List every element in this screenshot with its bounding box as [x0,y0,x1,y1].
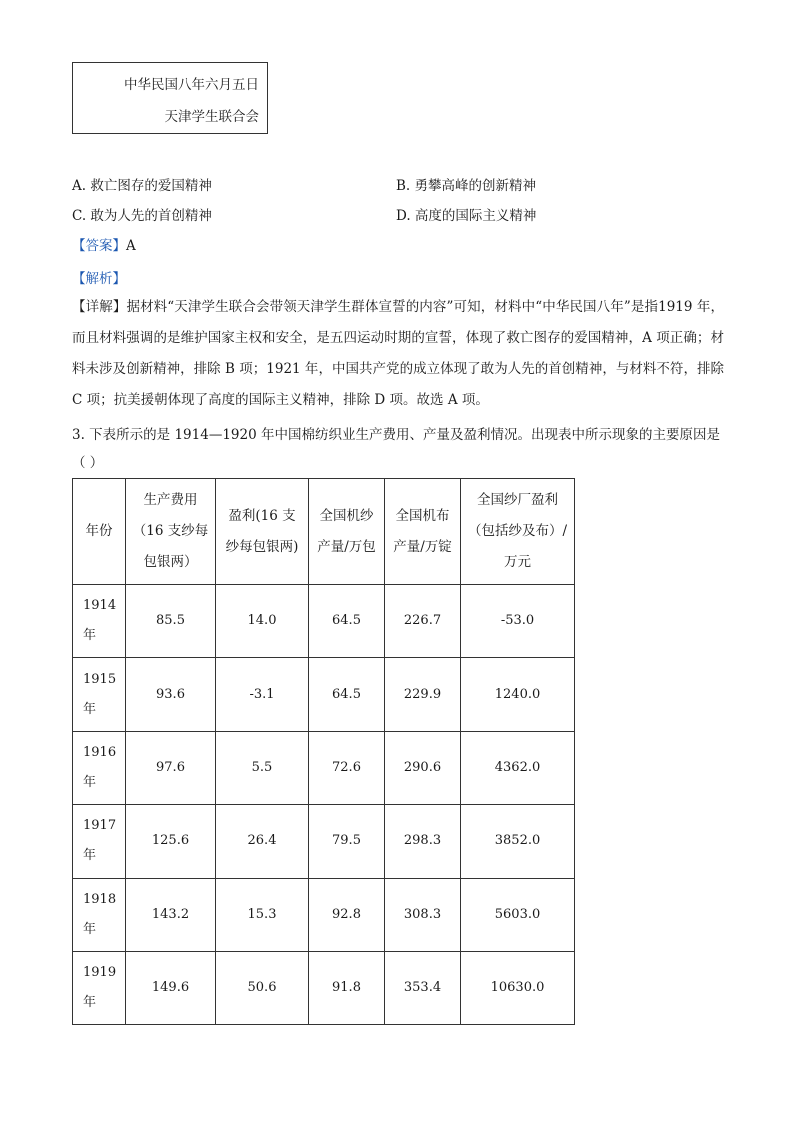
quote-box [72,62,268,134]
table-cell: 1240.0 [461,658,575,731]
header-year: 年份 [73,479,126,585]
cotton-industry-table [72,478,575,1025]
table-cell: 79.5 [309,805,385,878]
year-cell: 1916 年 [73,731,126,804]
quote-organization: 天津学生联合会 [164,109,259,125]
table-cell: 85.5 [126,585,216,658]
option-a: A. 救亡图存的爱国精神 [72,178,212,194]
year-cell: 1914 年 [73,585,126,658]
table-cell: 64.5 [309,658,385,731]
table-row [73,658,575,731]
table-row [73,878,575,951]
header-production-cost: 生产费用（16 支纱每包银两） [126,479,216,585]
table-cell: 26.4 [216,805,309,878]
detail-paragraph [72,292,724,416]
table-cell: 229.9 [385,658,461,731]
year-cell: 1919 年 [73,951,126,1024]
table-cell: 72.6 [309,731,385,804]
table-cell: -3.1 [216,658,309,731]
table-row [73,805,575,878]
question-3: 3. 下表所示的是 1914—1920 年中国棉纺织业生产费用、产量及盈利情况。出现表中所示现象的主要原因是（ ） [72,427,720,471]
table-cell: 308.3 [385,878,461,951]
option-c: C. 敢为人先的首创精神 [72,208,212,224]
answer-label: 【答案】 [72,238,126,254]
table-cell: 4362.0 [461,731,575,804]
table-cell: 50.6 [216,951,309,1024]
table-row [73,585,575,658]
table-cell: 3852.0 [461,805,575,878]
table-cell: 92.8 [309,878,385,951]
table-cell: -53.0 [461,585,575,658]
table-cell: 10630.0 [461,951,575,1024]
header-cloth-output: 全国机布产量/万锭 [385,479,461,585]
year-cell: 1915 年 [73,658,126,731]
option-d: D. 高度的国际主义精神 [396,208,537,224]
table-cell: 290.6 [385,731,461,804]
header-yarn-output: 全国机纱产量/万包 [309,479,385,585]
header-profit-per-bale: 盈利(16 支纱每包银两) [216,479,309,585]
year-cell: 1917 年 [73,805,126,878]
table-cell: 5603.0 [461,878,575,951]
table-cell: 125.6 [126,805,216,878]
answer-value: A [126,238,136,254]
header-mill-profit: 全国纱厂盈利（包括纱及布）/万元 [461,479,575,585]
table-cell: 64.5 [309,585,385,658]
table-cell: 15.3 [216,878,309,951]
table-cell: 91.8 [309,951,385,1024]
table-row [73,731,575,804]
quote-date: 中华民国八年六月五日 [124,77,259,93]
table-cell: 143.2 [126,878,216,951]
year-cell: 1918 年 [73,878,126,951]
table-cell: 97.6 [126,731,216,804]
option-b: B. 勇攀高峰的创新精神 [396,178,537,194]
table-cell: 149.6 [126,951,216,1024]
table-cell: 14.0 [216,585,309,658]
answer-line [72,234,136,254]
analysis-label: 【解析】 [72,271,126,287]
table-cell: 226.7 [385,585,461,658]
table-row [73,951,575,1024]
table-cell: 298.3 [385,805,461,878]
table-header-row [73,479,575,585]
table-cell: 93.6 [126,658,216,731]
detail-text: 据材料“天津学生联合会带领天津学生群体宣誓的内容”可知，材料中“中华民国八年”是指1919 年，而且材料强调的是维护国家主权和安全，是五四运动时期的宣誓，体现了救亡图存的爱国精神，A 项正确；材料未涉及创新精神，排除 B 项；1921 年，中国共产党的成立体现了敢为人先的首创精神，与材料不符，排除 C 项；抗美援朝体现了高度的国际主义精神，排除 D 项。故选 A 项。 [72,299,724,408]
table-cell: 353.4 [385,951,461,1024]
detail-label: 【详解】 [72,299,127,315]
table-cell: 5.5 [216,731,309,804]
